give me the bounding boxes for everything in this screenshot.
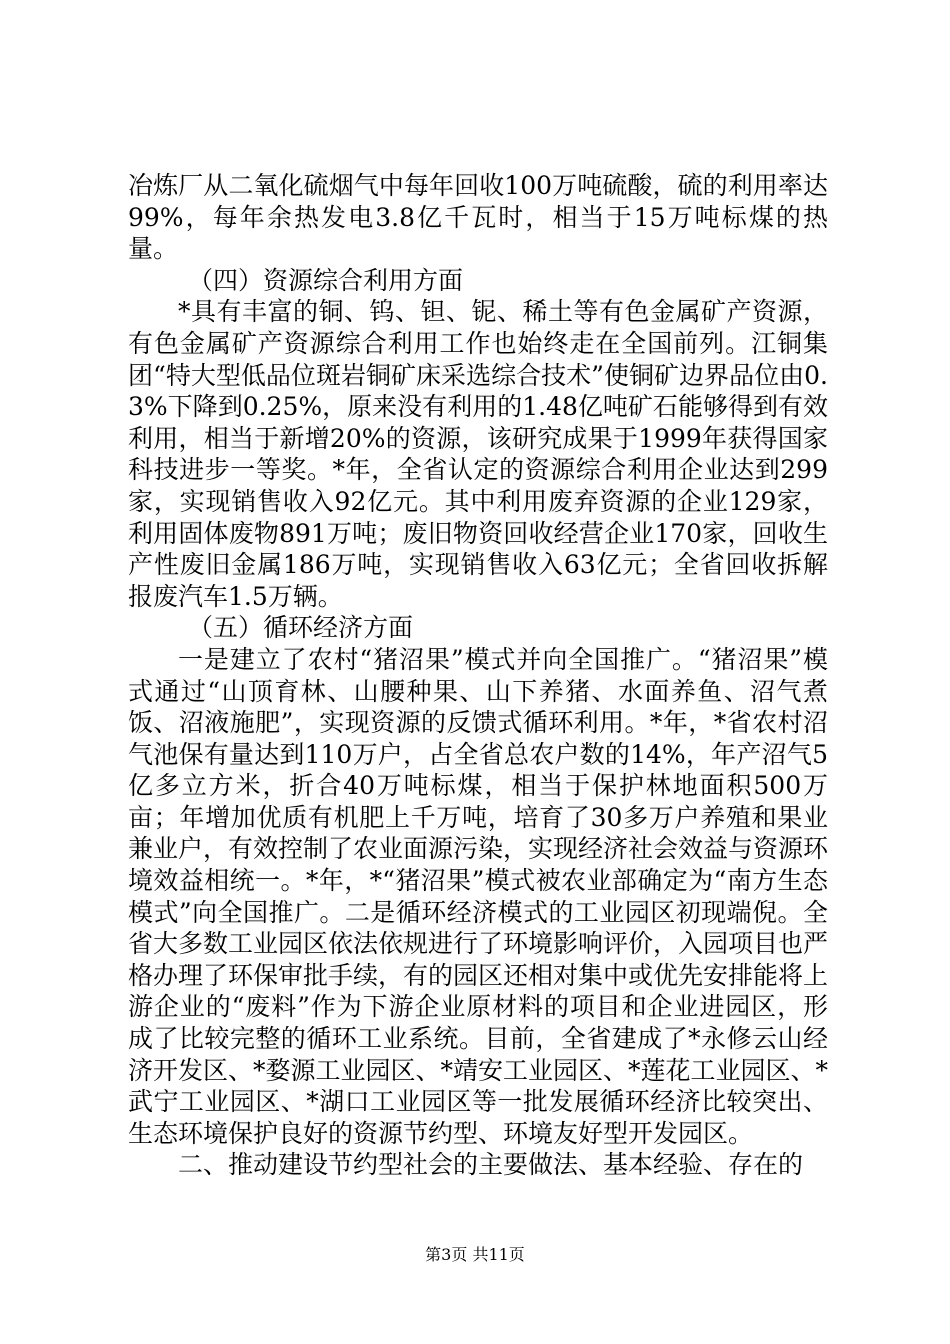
section-heading-resource-utilization: （四）资源综合利用方面 bbox=[188, 265, 464, 295]
page-footer: 第3页 共11页 bbox=[425, 1245, 525, 1264]
paragraph-circular-economy: 一是建立了农村“猪沼果”模式并向全国推广。“猪沼果”模式通过“山顶育林、山腰种果、山下养猪、水面养鱼、沼气煮饭、沼液施肥”，实现资源的反馈式循环利用。*年，*省农村沼气池保有量达到110万户，占全省总农户数的14%，年产沼气5亿多立方米，折合40万吨标煤，相当于保护林地面积500万亩；年增加优质有机肥上千万吨，培育了30多万户养殖和果业兼业户，有效控制了农业面源污染，实现经济社会效益与资源环境效益相统一。*年，*“猪沼果”模式被农业部确定为“南方生态模式”向全国推广。二是循环经济模式的工业园区初现端倪。全省大多数工业园区依法依规进行了环境影响评价，入园项目也严格办理了环保审批手续，有的园区还相对集中或优先安排能将上游企业的“废料”作为下游企业原材料的项目和企业进园区，形成了比较完整的循环工业系统。目前，全省建成了*永修云山经济开发区、*婺源工业园区、*靖安工业园区、*莲花工业园区、*武宁工业园区、*湖口工业园区等一批发展循环经济比较突出、生态环境保护良好的资源节约型、环境友好型开发园区。 bbox=[128, 644, 829, 1148]
document-body bbox=[128, 170, 828, 1181]
paragraph-continuation: 冶炼厂从二氧化硫烟气中每年回收100万吨硫酸，硫的利用率达99%，每年余热发电3.8亿千瓦时，相当于15万吨标煤的热量。 bbox=[128, 171, 828, 264]
section-heading-circular-economy: （五）循环经济方面 bbox=[188, 613, 414, 643]
paragraph-section-two-heading: 二、推动建设节约型社会的主要做法、基本经验、存在的 bbox=[178, 1150, 804, 1180]
paragraph-resource-utilization: *具有丰富的铜、钨、钽、铌、稀土等有色金属矿产资源，有色金属矿产资源综合利用工作也始终走在全国前列。江铜集团“特大型低品位斑岩铜矿床采选综合技术”使铜矿边界品位由0.3%下降到0.25%，原来没有利用的1.48亿吨矿石能够得到有效利用，相当于新增20%的资源，该研究成果于1999年获得国家科技进步一等奖。*年，全省认定的资源综合利用企业达到299家，实现销售收入92亿元。其中利用废弃资源的企业129家，利用固体废物891万吨；废旧物资回收经营企业170家，回收生产性废旧金属186万吨，实现销售收入63亿元；全省回收拆解报废汽车1.5万辆。 bbox=[128, 297, 828, 611]
